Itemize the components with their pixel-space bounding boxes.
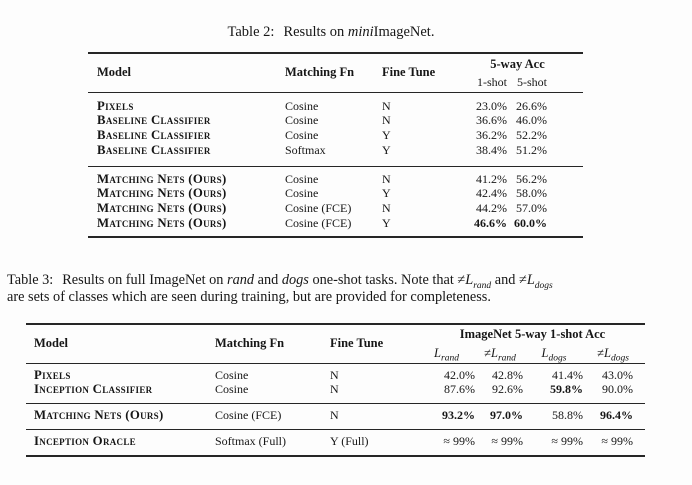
cell-fine-tune: Y (Full) bbox=[330, 433, 369, 448]
table3-results-full-imagenet bbox=[26, 323, 645, 457]
table-row bbox=[26, 404, 645, 430]
table3-caption-text: and bbox=[254, 272, 282, 288]
cell-model: Pixels bbox=[34, 367, 71, 382]
cell-1shot-acc: 44.2% bbox=[476, 201, 507, 216]
math-subscript: dogs bbox=[610, 353, 629, 363]
table-row bbox=[88, 186, 583, 201]
table2-header bbox=[88, 53, 583, 92]
math-L: L bbox=[526, 272, 535, 288]
cell-model: Matching Nets (Ours) bbox=[34, 408, 164, 423]
math-L: L bbox=[465, 272, 474, 288]
cell-fine-tune: N bbox=[382, 201, 391, 216]
cell-matching-fn: Cosine bbox=[285, 113, 319, 128]
cell-L-dogs-acc-best: 59.8% bbox=[550, 382, 583, 397]
cell-neq-L-rand-acc: ≈ 99% bbox=[491, 433, 523, 448]
cell-neq-L-dogs-acc: 90.0% bbox=[602, 382, 634, 397]
table2-baselines-block bbox=[88, 92, 583, 166]
table2-caption bbox=[0, 24, 662, 41]
neq-symbol: ≠ bbox=[597, 345, 604, 360]
table3-header bbox=[26, 324, 645, 363]
cell-fine-tune: Y bbox=[382, 186, 391, 201]
table-row bbox=[88, 113, 583, 128]
cell-5shot-acc: 58.0% bbox=[516, 186, 547, 201]
table-row bbox=[88, 92, 583, 113]
table2-matching-nets-block bbox=[88, 166, 583, 237]
cell-neq-L-rand-acc-best: 97.0% bbox=[490, 408, 523, 423]
math-L: L bbox=[490, 345, 498, 360]
cell-1shot-acc: 36.6% bbox=[476, 113, 507, 128]
table2-header-1shot: 1-shot bbox=[477, 75, 507, 90]
cell-model: Inception Oracle bbox=[34, 433, 136, 448]
cell-model: Baseline Classifier bbox=[97, 142, 211, 157]
cell-model: Matching Nets (Ours) bbox=[97, 171, 227, 186]
table2-header-row-1 bbox=[88, 53, 583, 74]
math-L: L bbox=[541, 345, 549, 360]
table2-header-5way-acc-group: 5-way Acc bbox=[490, 56, 545, 71]
table-row bbox=[88, 128, 583, 143]
cell-neq-L-dogs-acc: 43.0% bbox=[602, 367, 634, 382]
table-row bbox=[26, 429, 645, 455]
cell-model: Pixels bbox=[97, 98, 134, 113]
table-row bbox=[26, 363, 645, 382]
cell-fine-tune: Y bbox=[382, 128, 391, 143]
table-row bbox=[88, 166, 583, 186]
cell-matching-fn: Cosine bbox=[215, 382, 249, 397]
cell-1shot-acc: 38.4% bbox=[476, 142, 507, 157]
cell-L-rand-acc: ≈ 99% bbox=[443, 433, 475, 448]
cell-L-rand-acc: 87.6% bbox=[444, 382, 475, 397]
cell-fine-tune: Y bbox=[382, 142, 391, 157]
cell-matching-fn: Cosine bbox=[285, 98, 319, 113]
cell-1shot-acc: 42.4% bbox=[476, 186, 507, 201]
neq-symbol: ≠ bbox=[484, 345, 491, 360]
table3-caption-text: Results on full ImageNet on bbox=[62, 272, 228, 288]
cell-model: Matching Nets (Ours) bbox=[97, 216, 227, 231]
cell-fine-tune: Y bbox=[382, 216, 391, 231]
cell-1shot-acc: 23.0% bbox=[476, 98, 507, 113]
cell-model: Matching Nets (Ours) bbox=[97, 201, 227, 216]
table3-caption-line2: are sets of classes which are seen during training, but are provided for completeness. bbox=[7, 289, 491, 305]
cell-5shot-acc: 51.2% bbox=[516, 142, 547, 157]
cell-neq-L-dogs-acc: ≈ 99% bbox=[601, 433, 634, 448]
cell-L-rand-acc-best: 93.2% bbox=[442, 408, 475, 423]
table-row bbox=[88, 201, 583, 216]
cell-L-rand-acc: 42.0% bbox=[444, 367, 475, 382]
table3-header-neq-L-rand bbox=[479, 344, 527, 363]
cell-fine-tune: N bbox=[330, 367, 339, 382]
cell-matching-fn: Cosine (FCE) bbox=[285, 216, 352, 231]
cell-fine-tune: N bbox=[330, 382, 339, 397]
table3-header-imagenet-acc-group: ImageNet 5-way 1-shot Acc bbox=[459, 327, 606, 342]
math-subscript: dogs bbox=[548, 353, 567, 363]
cell-matching-fn: Softmax (Full) bbox=[215, 433, 286, 448]
math-subscript: rand bbox=[441, 353, 459, 363]
cell-neq-L-rand-acc: 42.8% bbox=[492, 367, 523, 382]
cell-5shot-acc: 57.0% bbox=[516, 201, 547, 216]
table2-header-fine-tune: Fine Tune bbox=[382, 65, 436, 80]
table2-caption-text: Results on bbox=[283, 24, 348, 40]
math-neq-L-dogs bbox=[518, 272, 553, 291]
table3-caption-label: Table 3: bbox=[7, 272, 54, 288]
cell-model: Inception Classifier bbox=[34, 382, 153, 397]
cell-fine-tune: N bbox=[382, 113, 391, 128]
table3-caption-text: and bbox=[491, 272, 519, 288]
table2-caption-text-end: ImageNet. bbox=[373, 24, 435, 40]
table3-header-row-1 bbox=[26, 324, 645, 344]
table3-caption-italic-rand: rand bbox=[227, 272, 255, 288]
table3-caption-line1 bbox=[7, 272, 687, 289]
table3-caption-text: one-shot tasks. Note that bbox=[308, 272, 458, 288]
cell-L-dogs-acc: 58.8% bbox=[552, 408, 583, 423]
cell-5shot-acc-best: 60.0% bbox=[514, 216, 547, 231]
cell-1shot-acc-best: 46.6% bbox=[474, 216, 507, 231]
table3-caption-italic-dogs: dogs bbox=[281, 272, 309, 288]
neq-symbol: ≠ bbox=[457, 272, 466, 288]
table2-header-matching-fn: Matching Fn bbox=[285, 65, 355, 80]
cell-5shot-acc: 52.2% bbox=[516, 128, 547, 143]
cell-fine-tune: N bbox=[382, 171, 391, 186]
cell-matching-fn: Cosine bbox=[285, 171, 319, 186]
cell-matching-fn: Cosine bbox=[215, 367, 249, 382]
table3-header-fine-tune: Fine Tune bbox=[330, 336, 384, 351]
cell-matching-fn: Cosine bbox=[285, 186, 319, 201]
cell-neq-L-rand-acc: 92.6% bbox=[492, 382, 523, 397]
cell-model: Baseline Classifier bbox=[97, 113, 211, 128]
table3-baselines-block bbox=[26, 363, 645, 404]
table2-caption-italic: mini bbox=[347, 24, 374, 40]
cell-5shot-acc: 46.0% bbox=[516, 113, 547, 128]
table3-matching-nets-block bbox=[26, 404, 645, 430]
cell-matching-fn: Cosine bbox=[285, 128, 319, 143]
table3-header-L-rand bbox=[420, 344, 479, 363]
cell-fine-tune: N bbox=[382, 98, 391, 113]
table3-caption bbox=[7, 272, 687, 306]
cell-5shot-acc: 56.2% bbox=[516, 171, 547, 186]
cell-fine-tune: N bbox=[330, 408, 339, 423]
cell-matching-fn: Softmax bbox=[285, 142, 326, 157]
table3-header-L-dogs bbox=[527, 344, 587, 363]
math-L: L bbox=[603, 345, 611, 360]
table2-header-model: Model bbox=[97, 65, 132, 80]
table-row bbox=[88, 216, 583, 237]
cell-neq-L-dogs-acc-best: 96.4% bbox=[600, 408, 634, 423]
cell-model: Baseline Classifier bbox=[97, 128, 211, 143]
cell-L-dogs-acc: 41.4% bbox=[552, 367, 583, 382]
table-row bbox=[26, 382, 645, 403]
table3-oracle-block bbox=[26, 429, 645, 455]
math-subscript: rand bbox=[497, 353, 516, 363]
cell-matching-fn: Cosine (FCE) bbox=[285, 201, 352, 216]
cell-1shot-acc: 36.2% bbox=[476, 128, 507, 143]
math-neq-L-rand bbox=[457, 272, 492, 291]
table2-results-miniimagenet bbox=[88, 52, 583, 238]
cell-1shot-acc: 41.2% bbox=[476, 171, 507, 186]
cell-matching-fn: Cosine (FCE) bbox=[215, 408, 282, 423]
math-subscript: dogs bbox=[534, 280, 553, 291]
table2-header-5shot: 5-shot bbox=[517, 75, 547, 90]
cell-model: Matching Nets (Ours) bbox=[97, 186, 227, 201]
cell-L-dogs-acc: ≈ 99% bbox=[551, 433, 583, 448]
table-row bbox=[88, 143, 583, 166]
table2-caption-label: Table 2: bbox=[227, 24, 275, 40]
table3-header-neq-L-dogs bbox=[587, 344, 645, 363]
table3-header-model: Model bbox=[34, 336, 69, 351]
math-subscript: rand bbox=[473, 280, 492, 291]
table3-header-matching-fn: Matching Fn bbox=[215, 336, 285, 351]
math-L: L bbox=[434, 345, 441, 360]
cell-5shot-acc: 26.6% bbox=[516, 98, 547, 113]
neq-symbol: ≠ bbox=[518, 272, 527, 288]
